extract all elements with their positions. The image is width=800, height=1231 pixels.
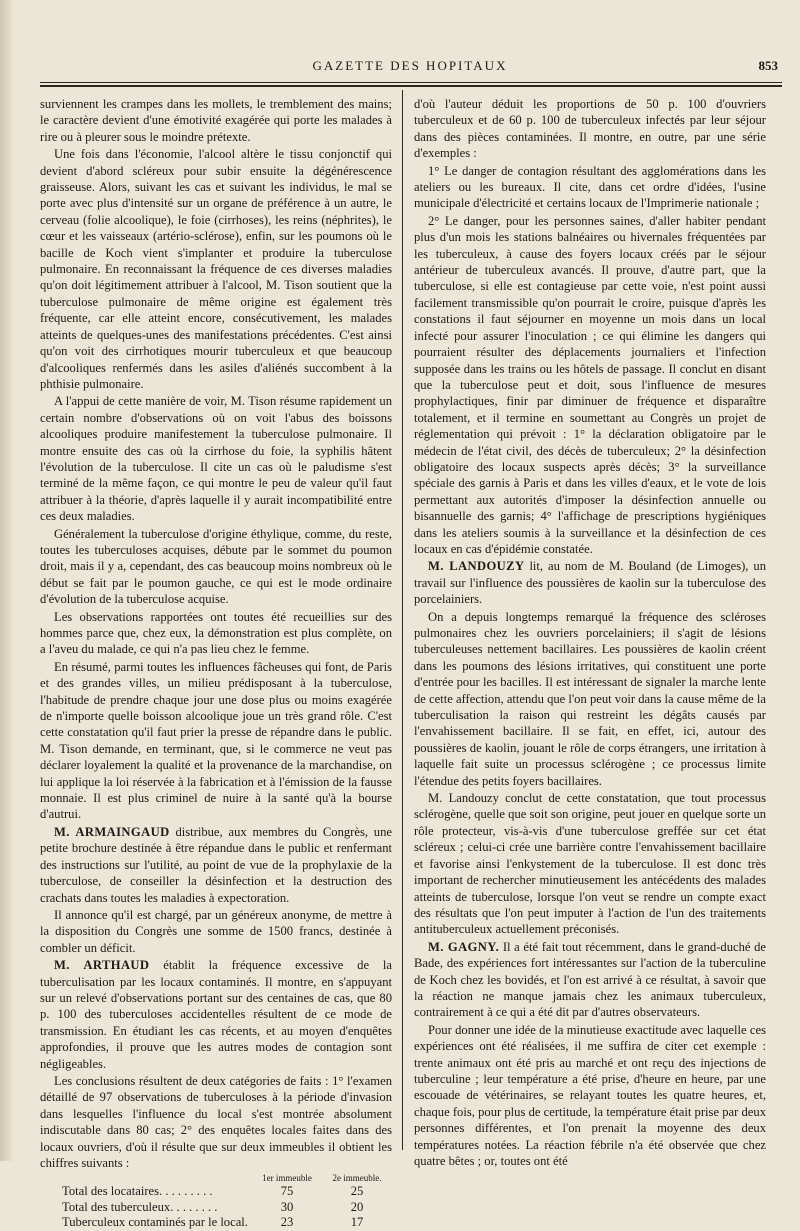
right-column	[414, 96, 766, 1170]
speaker-name: M. GAGNY.	[428, 939, 500, 954]
paragraph-text: distribue, aux membres du Congrès, une petite brochure destinée à être répandue dans le public et renfermant des instructions sur l'utilité, au point de vue de la prophylaxie de la tuberculose, de conseiller la désinfection et la destruction des crachats dans toutes les maladies à expectoration.	[40, 824, 392, 905]
speaker-name: M. ARMAINGAUD	[54, 824, 170, 839]
header-rule-thick	[40, 85, 782, 87]
paragraph-text: lit, au nom de M. Bouland (de Limoges), un travail sur l'influence des poussières de kaolin sur la tuberculose des porcelainiers.	[414, 559, 767, 607]
paragraph: M. Landouzy conclut de cette constatation, que tout processus sclérogène, quelle que soit son origine, peut jouer en quelque sorte un rôle protecteur, vis-à-vis d'une tuberculose greffée sur cet état scléreux ; celui-ci crée une barrière contre l'envahissement bacillaire et favorise ainsi l'enkystement de la tuberculose. Il est donc très important de rechercher minutieusement les antécédents des malades atteints de tuberculose, lorsque l'on veut se rendre un compte exact des résultats que l'on peut imputer à l'action de l'un des traitements antituberculeux actuellement préconisés.	[414, 791, 766, 937]
paragraph: En résumé, parmi toutes les influences fâcheuses qui font, de Paris et des grandes villes, un milieu prédisposant à la tuberculose, l'habitude de prendre chaque jour une dose plus ou moins exagérée de n'importe quelle boisson alcoolique joue un très grand rôle. C'est cette constatation qu'il faut prier la presse de répandre dans le public. M. Tison demande, en terminant, que, si le commerce ne veut pas déclarer loyalement la qualité et la provenance de la marchandise, on lui applique la loi réservée à la fabrication et à l'émission de la fausse monnaie. Il est plus criminel de nuire à la santé qu'à la bourse d'autrui.	[40, 659, 392, 822]
paragraph: Généralement la tuberculose d'origine éthylique, comme, du reste, toutes les tuberculoses acquises, débute par le sommet du poumon droit, mais il y a, cependant, des cas beaucoup moins nombreux où le début se fait par le poumon gauche, ce qui est le mode ordinaire d'évolution de la tuberculose acquise.	[40, 526, 392, 607]
table-row	[40, 1184, 392, 1200]
paragraph-text: Il a été fait tout récemment, dans le grand-duché de Bade, des expériences fort intéressantes sur l'action de la tuberculine de Koch chez les bovidés, et l'on est arrivé à ce résultat, à savoir que la réaction ne manque jamais chez les animaux tuberculeux, contrairement à ce qui a été dit par d'autres observateurs.	[414, 939, 767, 1020]
arthaud-paragraph	[40, 957, 392, 1072]
row-label: Total des locataires. . . . . . . . .	[62, 1184, 213, 1199]
paragraph: On a depuis longtemps remarqué la fréquence des scléroses pulmonaires chez les ouvriers porcelainiers; il s'agit de lésions tuberculeuses nettement bacillaires. Les poussières de kaolin créent dans les poumons des lésions irritatives, qui constituent une porte d'entrée pour les bacilles. Il est intéressant de signaler la marche lente de cette affection, attendu que l'on peut voir dans la cause même de la tuberculisation la raison qui restreint les dégâts causés par l'envahissement bacillaire. Il se fait, en effet, ici, autour des poussières de kaolin, jouant le rôle de corps étrangers, une irritation à laquelle fait suite un processus sclérogène ; ce processus limite l'étendue des petits foyers bacillaires.	[414, 609, 766, 788]
cell-value: 25	[350, 1184, 364, 1199]
cell-value: 17	[350, 1215, 364, 1230]
cell-value: 75	[280, 1184, 294, 1199]
cell-value: 23	[280, 1215, 294, 1230]
row-label: Tuberculeux contaminés par le local.	[62, 1215, 248, 1230]
table-header-empty	[40, 1172, 252, 1184]
speaker-name: M. LANDOUZY	[428, 559, 525, 574]
header-rule-thin	[40, 82, 782, 83]
paragraph: surviennent les crampes dans les mollets, le tremblement des mains; le caractère devient d'une émotivité exagérée qui porte les malades à rire ou à pleurer sous le moindre prétexte.	[40, 97, 392, 144]
paragraph: A l'appui de cette manière de voir, M. Tison résume rapidement un certain nombre d'observations où on voit l'abus des boissons alcooliques produire manifestement la tuberculose pulmonaire. Il montre ensuite des cas où la cirrhose du foie, la syphilis hâtent l'évolution de la tuberculose. Il cite un cas où le paludisme s'est terminé de la même façon, ce qui montre le peu de valeur qu'il faut attribuer à la théorie, d'après laquelle il y aurait incompatibilité entre ces deux maladies.	[40, 394, 392, 524]
speaker-name: M. ARTHAUD	[54, 958, 150, 973]
column-divider	[402, 90, 403, 1150]
paragraph: Pour donner une idée de la minutieuse exactitude avec laquelle ces expériences ont été réalisées, il me suffira de citer cet exemple : trente animaux ont été pris au marché et ont reçu des injections de tuberculine ; leur température a été prise, d'heure en heure, par une escouade de vétérinaires, se relayant toutes les quatre heures, et, chaque fois, pour plus de certitude, la température était prise par deux personnes différentes, et l'on prenait la moyenne des deux températures notées. La réaction fébrile n'a été observée que chez quatre bêtes ; or, toutes ont été	[414, 1022, 766, 1168]
paragraph: Les conclusions résultent de deux catégories de faits : 1° l'examen détaillé de 97 observations de tuberculoses à la période d'invasion dans lesquelles l'influence du local s'est montrée absolument indiscutable dans 80 cas; 2° des enquêtes locales faites dans des locaux ouvriers, d'où il résulte que sur deux immeubles il obtient les chiffres suivants :	[40, 1073, 392, 1170]
cell-value: 30	[280, 1199, 294, 1214]
page-binding-shadow	[0, 0, 14, 1161]
table-row	[40, 1215, 392, 1231]
running-title: GAZETTE DES HOPITAUX	[312, 58, 508, 73]
paragraph: Une fois dans l'économie, l'alcool altère le tissu conjonctif qui devient d'abord scléreux pour subir ensuite la dégénérescence graisseuse. Alors, suivant les cas et suivant les individus, le mal se porte avec plus d'intensité sur un organe de préférence à un autre, le cerveau (folie alcoolique), le foie (cirrhoses), les reins (néphrites), le cœur et les vaisseaux (artério-sclérose), enfin, sur les poumons où le bacille de Koch vient s'implanter et produire la tuberculose pulmonaire. En reconnaissant la fréquence de ces diverses maladies qu'on doit légitimement attribuer à l'alcool, M. Tison soutient que la tuberculose pulmonaire de même origine est également très fréquente, car elle atteint encore, consécutivement, les malades atteints de quelques-unes des manifestations précédentes. C'est ainsi qu'on voit des cirrhotiques mourir tuberculeux et que beaucoup d'alcooliques renfermés dans les asiles d'aliénés succombent à la phthisie pulmonaire.	[40, 147, 392, 391]
list-item: 1° Le danger de contagion résultant des agglomérations dans les ateliers ou les bureaux. Il cite, dans cet ordre d'idées, l'usine municipale d'électricité et certains locaux de l'Imprimerie nationale ;	[414, 163, 766, 211]
armaingaud-paragraph	[40, 824, 392, 906]
table-header-row	[40, 1172, 392, 1184]
table-header: 2e immeuble.	[332, 1173, 382, 1184]
page-header	[40, 58, 780, 82]
statistics-table	[40, 1172, 392, 1231]
left-column	[40, 96, 392, 1231]
table-header: 1er immeuble	[262, 1173, 312, 1184]
paragraph: d'où l'auteur déduit les proportions de 50 p. 100 d'ouvriers tuberculeux et de 60 p. 100 de tuberculeux infectés par leur séjour dans des pièces contaminées. Il montre, en outre, par une série d'exemples :	[414, 97, 766, 161]
cell-value: 20	[350, 1199, 364, 1214]
gagny-paragraph	[414, 939, 766, 1021]
landouzy-paragraph	[414, 558, 766, 607]
row-label: Total des tuberculeux. . . . . . . .	[62, 1199, 218, 1214]
paragraph-text: établit la fréquence excessive de la tuberculisation par les locaux contaminés. Il montre, en s'appuyant sur un relevé d'observations portant sur des centaines de cas, que 80 p. 100 des tuberculoses accidentelles résultent de ce mode de transmission. En étudiant les cas récents, et au moyen d'enquêtes approfondies, il prouve que les autres modes de contagion sont négligeables.	[40, 958, 393, 1071]
paragraph: Les observations rapportées ont toutes été recueillies sur des hommes parce que, chez eux, la démonstration est plus complète, on a l'aveu du malade, ce qui n'a pas lieu chez le femme.	[40, 609, 392, 657]
paragraph: Il annonce qu'il est chargé, par un généreux anonyme, de mettre à la disposition du Congrès une somme de 1500 francs, destinée à combler un déficit.	[40, 907, 392, 955]
table-row	[40, 1200, 392, 1216]
list-item: 2° Le danger, pour les personnes saines, d'aller habiter pendant plus d'un mois les stations balnéaires ou hivernales fréquentées par les tuberculeux, à cause des foyers locaux créés par le séjour antérieur de tuberculeux avancés. Il prouve, d'autre part, que la tuberculose, si elle est contagieuse par cette voie, n'est point aussi facilement transmissible qu'on pourrait le croire, puisque d'après les constations il faut séjourner en moyenne un mois dans un local infecté pour assurer l'inoculation ; ce qui élimine les dangers qui pourraient résulter des déplacements journaliers et l'infection supposée dans les trains ou les hôtels de passage. Il conclut en disant que la tuberculose peut et doit, sous l'influence de mesures prophylactiques, finir par diminuer de fréquence et disparaître totalement, et il termine en soumettant au Congrès un projet de réglementation qui prévoit : 1° la déclaration obligatoire par le médecin de l'état civil, des décès de tuberculeux; 2° la désinfection obligatoire des locaux suspects après décès; 3° la surveillance spéciale des garnis à Paris et dans les villes d'eaux, et le vote de lois permettant aux autorités d'imposer la désinfection annuelle ou bisannuelle des garnis; 4° l'affichage de prescriptions hygiéniques dans les ateliers soumis à la surveillance et la désinfection de ces locaux en cas d'épidémie constatée.	[414, 213, 766, 556]
page-number: 853	[758, 58, 778, 73]
